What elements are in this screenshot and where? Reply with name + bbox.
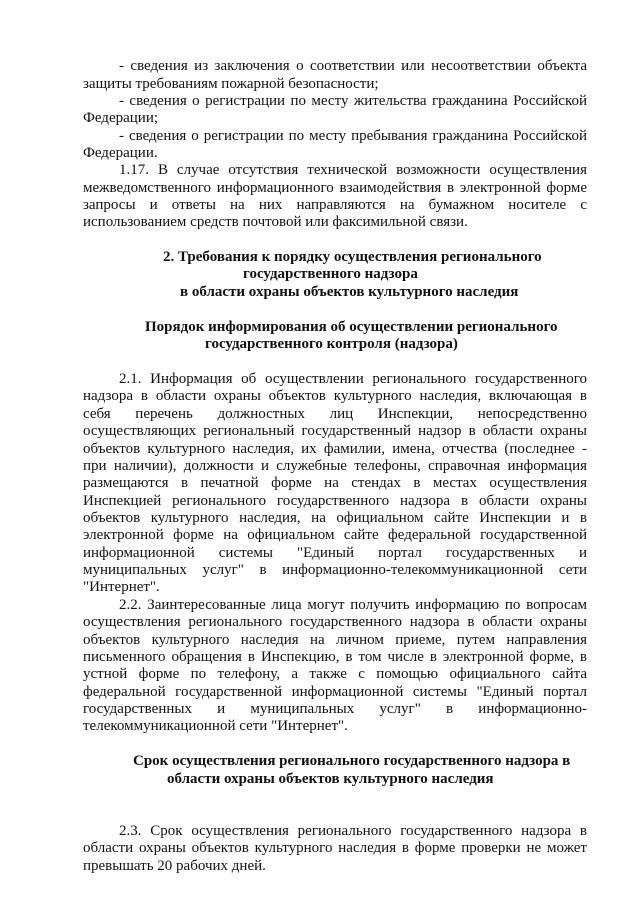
p21-line-3: себя перечень должностных лиц Инспекции, непосредственно: [83, 406, 587, 422]
p22-line-4: письменного обращения в Инспекцию, в том числе в электронной форме, в: [83, 649, 587, 665]
subheading-inform-line-1: Порядок информирования об осуществлении регионального: [145, 319, 558, 335]
p21-line-2: надзора в области охраны объектов культурного наследия, включающая в: [83, 388, 587, 404]
section-2-title-line-3: в области охраны объектов культурного наследия: [180, 284, 519, 300]
p21-line-8: Инспекцией регионального государственного надзора в области охраны: [83, 493, 587, 509]
p22-line-5: устной форме по телефону, а также с помощью официального сайта: [83, 666, 587, 682]
p117-line-3: запросы и ответы на них направляются на бумажном носителе с: [83, 197, 587, 213]
intro-line-5: - сведения о регистрации по месту пребывания гражданина Российской: [119, 128, 587, 144]
p21-line-7: размещаются в печатной форме на стендах в местах осуществления: [83, 475, 587, 491]
p117-line-1: 1.17. В случае отсутствия технической возможности осуществления: [119, 162, 587, 178]
p23-line-1: 2.3. Срок осуществления регионального государственного надзора в: [119, 823, 587, 839]
p22-line-7: государственных и муниципальных услуг" в информационно-: [83, 701, 587, 717]
p21-line-10: электронной форме на официальном сайте федеральной государственной: [83, 527, 587, 543]
intro-line-1: - сведения из заключения о соответствии или несоответствии объекта: [119, 58, 587, 74]
p23-line-2: области охраны объектов культурного наследия в форме проверки не может: [83, 840, 587, 856]
p23-line-3: превышать 20 рабочих дней.: [83, 858, 266, 874]
section-2-title-line-1: 2. Требования к порядку осуществления регионального: [163, 249, 542, 265]
p21-line-9: объектов культурного наследия, на официальном сайте Инспекции и в: [83, 510, 587, 526]
p117-line-2: межведомственного информационного взаимодействия в электронной форме: [83, 180, 587, 196]
p21-line-1: 2.1. Информация об осуществлении регионального государственного: [119, 371, 587, 387]
p22-line-3: объектов культурного наследия на личном приеме, путем направления: [83, 632, 587, 648]
subheading-term-line-2: области охраны объектов культурного наследия: [167, 771, 494, 787]
subheading-inform-line-2: государственного контроля (надзора): [205, 336, 458, 352]
intro-line-3: - сведения о регистрации по месту жительства гражданина Российской: [119, 93, 587, 109]
p117-line-4: использованием средств почтовой или факсимильной связи.: [83, 214, 468, 230]
intro-line-6: Федерации.: [83, 145, 158, 161]
section-2-title-line-2: государственного надзора: [243, 266, 418, 282]
subheading-term-line-1: Срок осуществления регионального государственного надзора в: [133, 753, 571, 769]
p21-line-6: при наличии), должности и служебные телефоны, справочная информация: [83, 458, 587, 474]
p21-line-13: "Интернет".: [83, 579, 160, 595]
intro-line-4: Федерации;: [83, 110, 159, 126]
p22-line-2: осуществления регионального государственного надзора в области охраны: [83, 614, 587, 630]
p22-line-1: 2.2. Заинтересованные лица могут получить информацию по вопросам: [119, 597, 587, 613]
p21-line-12: муниципальных услуг" в информационно-телекоммуникационной сети: [83, 562, 587, 578]
p22-line-6: федеральной государственной информационной системы "Единый портал: [83, 684, 587, 700]
intro-line-2: защиты требованиям пожарной безопасности;: [83, 76, 379, 92]
p21-line-5: объектов культурного наследия, их фамилии, имена, отчества (последнее -: [83, 441, 587, 457]
p21-line-11: информационной системы "Единый портал государственных и: [83, 545, 587, 561]
p21-line-4: осуществляющих региональный государственный надзор в области охраны: [83, 423, 587, 439]
p22-line-8: телекоммуникационной сети "Интернет".: [83, 718, 348, 734]
